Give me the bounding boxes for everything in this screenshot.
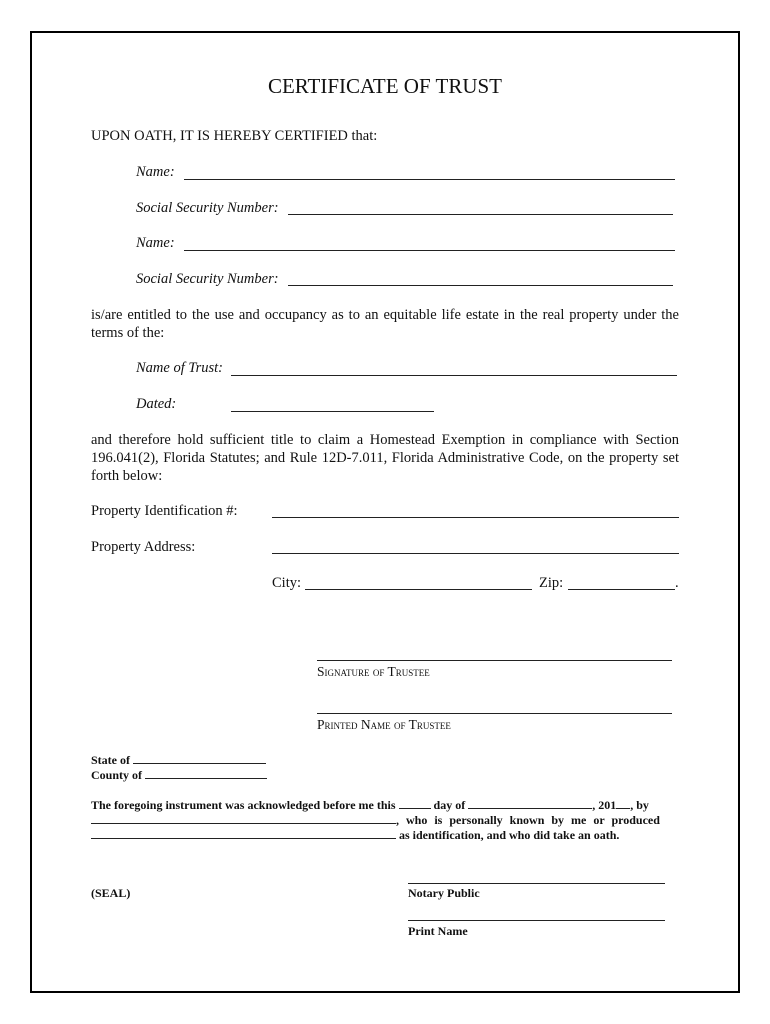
zip-period: . — [675, 575, 679, 591]
dated-line[interactable] — [231, 411, 434, 412]
print-name-label: Print Name — [408, 924, 468, 938]
ack-line-2 — [91, 812, 660, 828]
ssn1-label: Social Security Number: — [136, 200, 279, 216]
zip-line[interactable] — [568, 589, 675, 590]
state-line[interactable] — [133, 752, 266, 764]
notary-public-label: Notary Public — [408, 886, 480, 900]
month-line[interactable] — [468, 797, 592, 809]
state-row — [91, 752, 266, 768]
county-row — [91, 767, 267, 783]
property-address-line[interactable] — [272, 553, 679, 554]
ack-text-2: , who is personally known by me or produced — [396, 813, 660, 827]
county-label: County of — [91, 768, 143, 782]
trust-name-line[interactable] — [231, 375, 677, 376]
trust-name-label: Name of Trust: — [136, 360, 224, 376]
name2-line[interactable] — [184, 250, 675, 251]
property-address-label: Property Address: — [91, 539, 196, 555]
printed-name-line[interactable] — [317, 713, 672, 714]
dated-label: Dated: — [136, 396, 177, 412]
zip-label: Zip: — [539, 575, 564, 591]
homestead-paragraph: and therefore hold sufficient title to claim a Homestead Exemption in compliance with Section 196.041(2), Florida Statutes; and Rule 12D-7.011, Florida Administrative Code, on the property set forth below: — [91, 432, 679, 484]
day-line[interactable] — [399, 797, 431, 809]
name2-label: Name: — [136, 235, 175, 251]
ack-text-3: as identification, and who did take an oath. — [399, 828, 620, 842]
seal-label: (SEAL) — [91, 886, 131, 900]
ssn1-line[interactable] — [288, 214, 673, 215]
notary-signature-line[interactable] — [408, 883, 665, 884]
print-name-line[interactable] — [408, 920, 665, 921]
name1-label: Name: — [136, 164, 175, 180]
ack-line-1 — [91, 797, 649, 813]
document-title: CERTIFICATE OF TRUST — [267, 74, 503, 98]
ack-text-c: , 201 — [592, 798, 617, 812]
ssn2-line[interactable] — [288, 285, 673, 286]
ack-line-3 — [91, 827, 619, 843]
ack-text-a: The foregoing instrument was acknowledged before me this — [91, 798, 396, 812]
signature-line[interactable] — [317, 660, 672, 661]
city-line[interactable] — [305, 589, 532, 590]
signature-label: Signature of Trustee — [317, 664, 430, 679]
acknowledger-line[interactable] — [91, 812, 396, 824]
property-id-line[interactable] — [272, 517, 679, 518]
identification-line[interactable] — [91, 827, 396, 839]
ack-text-b: day of — [433, 798, 466, 812]
name1-line[interactable] — [184, 179, 675, 180]
intro-text: UPON OATH, IT IS HEREBY CERTIFIED that: — [91, 128, 378, 144]
printed-name-label: Printed Name of Trustee — [317, 717, 451, 732]
city-label: City: — [272, 575, 302, 591]
ack-text-d: , by — [630, 798, 649, 812]
year-line[interactable] — [616, 797, 630, 809]
state-label: State of — [91, 753, 130, 767]
county-line[interactable] — [145, 767, 267, 779]
property-id-label: Property Identification #: — [91, 503, 238, 519]
entitlement-paragraph: is/are entitled to the use and occupancy as to an equitable life estate in the real property under the terms of the: — [91, 307, 679, 341]
ssn2-label: Social Security Number: — [136, 271, 279, 287]
